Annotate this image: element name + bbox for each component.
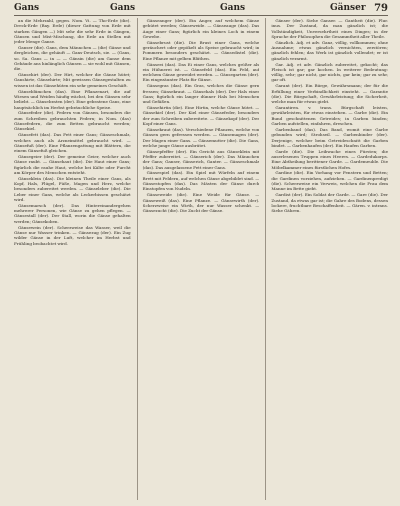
paragraph: Gänsewein (der). Scherzweise das Wasser, weil die Gänse nur Wasser trinken. — Gänsezug (der). Ein Zug wilder Gänse in der Luft, welcher im Herbst und Frühling beobachtet wird. xyxy=(14,224,131,246)
paragraph: Gar. Adj. et adv. Gänzlich zubereitet, gekocht; das Fleisch ist gar; gar kochen. In weiterer Bedeutung: völlig, sehr; gar nicht, gar nichts, gar kein; gar zu sehr, gar oft. xyxy=(271,61,389,83)
paragraph: Gänzlich. Adj. et adv. Ganz, völlig, vollkommen; ohne Ausnahme; etwas gänzlich vernichten, zerstören; gänzlich fehlen; das Werk ist gänzlich vollendet; er ist gänzlich verarmt. xyxy=(271,39,389,61)
paragraph: Gardine (die). Ein Vorhang vor Fenstern und Betten; die Gardinen vorziehen, aufziehen. — Gardinenpredigt (die). Scherzweise ein Verweis, welchen die Frau dem Manne im Bette giebt. xyxy=(271,170,389,192)
paragraph: Gänsehirt (der). Der Hirt, welcher die Gänse hütet; Ganshirte, Gänsehirte; Mit gewissen Gänsegestalten zu wissen ist das Gänsehüten ein sehr gemeines Geschäft. xyxy=(14,72,131,88)
paragraph: Gänsehirtin (die). Eine Hirtin, welche Gänse hütet. — Gänsekiel (der). Der Kiel einer Gänsefeder, besonders der zum Schreiben zubereitete. — Gänsekopf (der). Der Kopf einer Gans. xyxy=(142,105,260,127)
header-center-word-1: Gans xyxy=(110,3,136,13)
paragraph: Gänseweide (die). Eine Weide für Gänse. — Gänseweiß (das). Eine Pflanze. — Gänsewirth (der). Scherzweise ein Wirth, der nur Wasser schenkt. — Gänsezucht (die). Die Zucht der Gänse. xyxy=(142,192,260,214)
paragraph: Gänseei (das). Das Ei einer Gans, welches größer als ein Hühnerei ist. — Gänsefeld (das). Ein Feld, auf welchem Gänse geweidet werden. — Gänsegarten (der). Ein eingezäunter Platz für Gänse. xyxy=(142,61,260,83)
page-number: 79 xyxy=(374,3,388,14)
paragraph: Gänsegras (das). Ein Gras, welches die Gänse gern fressen; Gänsekraut. — Gänsehals (der). Der Hals einer Gans; figürlich ein langer dünner Hals bei Menschen und Gefäßen. xyxy=(142,83,260,105)
text-columns xyxy=(14,18,388,500)
paragraph: Gänseblümchen (das). Eine Pflanzenart, die auf Wiesen und Weiden häufig wächst, bei den Gänsen sehr beliebt. — Gänsebraten (der). Eine gebratene Gans, eine hauptsächlich im Herbst gebräuchliche Speise. xyxy=(14,88,131,110)
paragraph: Garantiren. v. trans. Bürgschaft leisten, gewährleisten, für etwas einstehen. — Garbe (die). Ein Bund geschnittenen Getreides; in Garben binden; Garben aufstellen, einfahren, dreschen. xyxy=(271,105,389,127)
header-right-word: Gänser xyxy=(330,3,366,13)
column-1 xyxy=(14,18,131,500)
paragraph: Ganser (die). Gans, dem Männchen — (die) Gänse und dergleichen, die gehäuft — Gans-Deutsch, sie. — (Gans, so. Sa. Gans — in — — Gänsin (die) am Ganse dem Gebäude ans hinlänglich Gänsen — sie wohl mit Gänsen, die. xyxy=(14,45,131,72)
paragraph: Gänseklein (das). Die kleinen Theile einer Gans, als Kopf, Hals, Flügel, Füße, Magen und Herz, welche besonders zubereitet werden. — Gänseleber (die). Die Leber einer Gans, welche als Leckerbissen geschätzt wird. xyxy=(14,175,131,202)
paragraph: Gänsemarsch (der). Das Hintereinandergehen mehrerer Personen, wie Gänse zu gehen pflegen. — Gänsestall (der). Der Stall, worin die Gänse gehalten werden; Gänsekoben. xyxy=(14,202,131,224)
paragraph: Gänsekraut (das). Verschiedene Pflanzen, welche von Gänsen gern gefressen werden. — Gänsemagen (der). Der Magen einer Gans. — Gänsemutter (die). Die Gans, welche junge Gänse ausbrütet. xyxy=(142,126,260,148)
paragraph: Gänsebrust (die). Die Brust einer Gans, welche geräuchert oder gepökelt als Speise gebraucht wird; in Pommern besonders geschätzt. — Gänsedistel (die). Eine Pflanze mit gelben Blüthen. xyxy=(142,39,260,61)
paragraph: Gänsefett (das). Das Fett einer Gans; Gänseschmalz, welches auch als Arzneimittel gebraucht wird. — Gänsefuß (der). Eine Pflanzengattung mit Blättern, die einem Gänsefuß gleichen. xyxy=(14,132,131,154)
paragraph: Gänsespiel (das). Ein Spiel mit Würfeln auf einem Brett mit Feldern, auf welchen Gänse abgebildet sind. — Gänsestopfen (das). Das Mästen der Gänse durch Einstopfen von Nudeln. xyxy=(142,170,260,192)
paragraph: Gänsefeder (die). Federn von Gänsen, besonders die zum Schreiben gebrauchten Federn; in Nom. (das) Gänsefedern, die zum Betten gebraucht werden; Gänsekiel. xyxy=(14,110,131,132)
paragraph: Gänseanger (der). Ein Anger, auf welchem Gänse gehütet werden; Gänseweide. — Gänseauge (das). Das Auge einer Gans; figürlich ein kleines Loch in einem Gewebe. xyxy=(142,18,260,39)
paragraph: an die Mehrzahl, gegen. Nom. Vi. — Tho-Erde (die). Dreck-Erde (Bay. Erde) (dieser Gattung von Erde mit starken Gängen —) Mit sehr die sehr Erde in Gängen, Gänsen und Mist-Mischung, die Erde an Stellen mit jeder Menge Ganse. xyxy=(14,18,131,45)
column-2 xyxy=(137,18,260,500)
header-rule xyxy=(14,15,388,16)
paragraph: Gänsegeier (der). Der gemeine Geier, welcher auch Gänse raubt. — Gänsehaut (die). Die Haut einer Gans; figürlich die rauhe Haut, welche bei Kälte oder Furcht am Körper des Menschen entsteht. xyxy=(14,153,131,175)
paragraph: Gänser (der). Siehe Ganser. — Gantheit (die). Plur. inus. Der Zustand, da man gänzlich ist; die Vollständigkeit, Unversehrtheit eines Dinges; in der Sprache der Philosophen die Gesammtheit aller Theile. xyxy=(271,18,389,39)
paragraph: Garde (die). Die Leibwache eines Fürsten; die auserlesenen Truppen eines Heeres. — Gardedukorps. Eine Abtheilung berittener Garde. — Gardemeuble. Die Möbelkammer eines fürstlichen Hofes. xyxy=(271,148,389,170)
paragraph: Gardist (der). Ein Soldat der Garde. — Gare (die). Der Zustand, da etwas gar ist; die Gahre des Bodens, dessen lockere, fruchtbare Beschaffenheit. — Gären. v. intrans. Siehe Gähren. xyxy=(271,192,389,214)
column-3 xyxy=(265,18,388,500)
paragraph: Gänsepfeffer (der). Ein Gericht aus Gänseklein mit Pfeffer zubereitet. — Gänserich (der). Das Männchen der Gans; Ganser, Gänserich, Ganter. — Gänseschmalz (das). Das ausgelassene Fett einer Gans. xyxy=(142,148,260,170)
header-center-word-2: Gans xyxy=(220,3,246,13)
paragraph: Garbenband (das). Das Band, womit eine Garbe gebunden wird; Strohseil. — Garbenbinder (der). Derjenige, welcher beim Getreideschnitt die Garben bindet. — Garbenhaufen (der). Ein Haufen Garben. xyxy=(271,126,389,148)
paragraph: Garant (der). Ein Bürge, Gewährsmann; der für die Erfüllung einer Verbindlichkeit einsteht. — Garantie (die). Die Bürgschaft, Gewährleistung; die Sicherheit, welche man für etwas giebt. xyxy=(271,83,389,105)
header-left-word: Gans xyxy=(14,3,40,13)
